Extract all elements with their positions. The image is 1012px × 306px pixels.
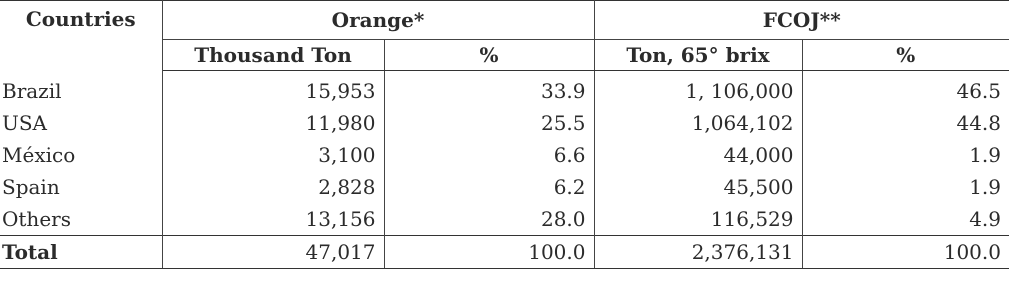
- fcoj-pct-cell: 1.9: [969, 143, 1001, 167]
- country-cell: México: [0, 139, 162, 171]
- orange-pct-cell: 25.5: [384, 107, 594, 139]
- fcoj-ton-cell: 44,000: [594, 139, 802, 171]
- fcoj-ton-cell: 1,064,102: [594, 107, 802, 139]
- table-row: [0, 71, 1009, 108]
- country-cell: USA: [0, 107, 162, 139]
- fcoj-ton-cell: 116,529: [594, 203, 802, 236]
- countries-header: Countries: [0, 1, 162, 71]
- fcoj-ton-total: 2,376,131: [594, 236, 802, 269]
- orange-thousand-ton-cell: 13,156: [162, 203, 384, 236]
- orange-thousand-ton-header: Thousand Ton: [162, 40, 384, 71]
- orange-thousand-ton-total: 47,017: [162, 236, 384, 269]
- total-label: Total: [0, 236, 162, 269]
- orange-thousand-ton-cell: 3,100: [162, 139, 384, 171]
- table-row: [0, 139, 1009, 171]
- country-cell: Spain: [0, 171, 162, 203]
- orange-pct-header: %: [384, 40, 594, 71]
- orange-header: Orange*: [162, 1, 594, 40]
- orange-pct-cell: 6.2: [384, 171, 594, 203]
- header-row-1: [0, 1, 1009, 40]
- orange-pct-cell: 28.0: [384, 203, 594, 236]
- fcoj-pct-cell: 46.5: [956, 79, 1001, 103]
- table-row: [0, 171, 1009, 203]
- orange-pct-total: 100.0: [384, 236, 594, 269]
- table-row: [0, 107, 1009, 139]
- fcoj-header: FCOJ**: [594, 1, 1009, 40]
- orange-thousand-ton-cell: 15,953: [162, 71, 384, 108]
- table-row: [0, 203, 1009, 236]
- fcoj-pct-cell: 4.9: [969, 207, 1001, 231]
- orange-thousand-ton-cell: 2,828: [162, 171, 384, 203]
- orange-pct-cell: 6.6: [384, 139, 594, 171]
- fcoj-pct-header: %: [802, 40, 1009, 71]
- fcoj-pct-cell: 1.9: [969, 175, 1001, 199]
- country-cell: Others: [0, 203, 162, 236]
- fcoj-pct-total: 100.0: [802, 236, 1009, 269]
- country-cell: Brazil: [0, 71, 162, 108]
- orange-pct-cell: 33.9: [384, 71, 594, 108]
- fcoj-ton-cell: 1, 106,000: [594, 71, 802, 108]
- fcoj-ton-header: Ton, 65° brix: [594, 40, 802, 71]
- fcoj-pct-cell: 44.8: [956, 111, 1001, 135]
- orange-thousand-ton-cell: 11,980: [162, 107, 384, 139]
- fcoj-ton-cell: 45,500: [594, 171, 802, 203]
- total-row: [0, 236, 1009, 269]
